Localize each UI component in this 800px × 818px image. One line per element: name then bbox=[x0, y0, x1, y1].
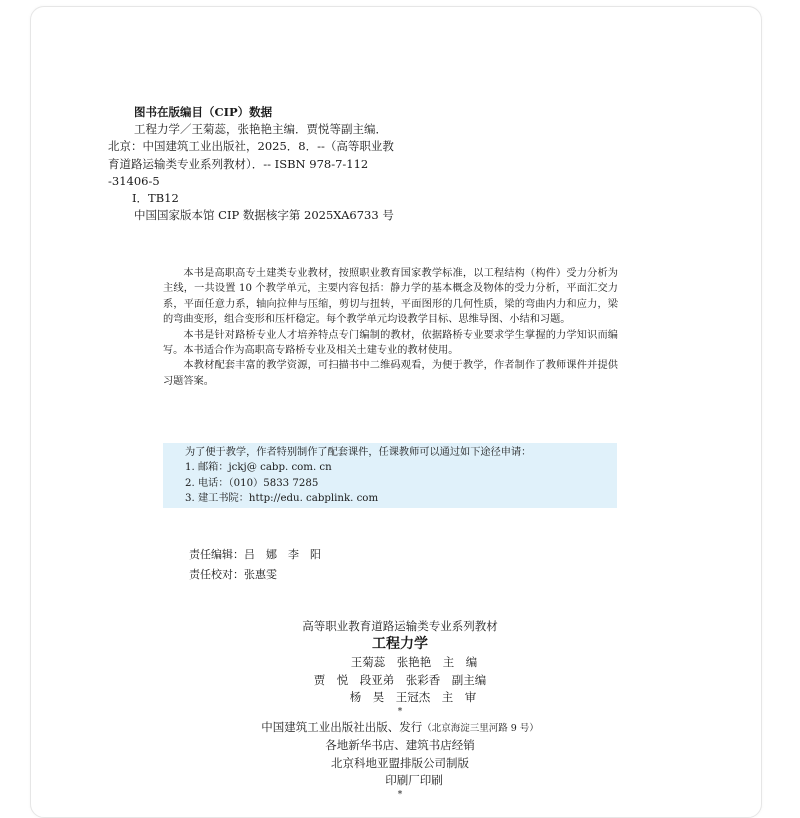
responsible-proofreader: 责任校对：张惠雯 bbox=[189, 568, 277, 581]
deputy-editors: 贾 悦 段亚弟 张彩香 副主编 bbox=[313, 672, 487, 687]
publisher-address: （北京海淀三里河路 9 号） bbox=[422, 723, 539, 735]
cip-line: 北京：中国建筑工业出版社，2025．8．--（高等职业教 bbox=[108, 139, 394, 154]
separator-star: * bbox=[397, 707, 403, 718]
cip-title: 图书在版编目（CIP）数据 bbox=[134, 105, 273, 119]
description-paragraph: 本书是针对路桥专业人才培养特点专门编制的教材，依据路桥专业要求学生掌握的力学知识而编写。本书适合作为高职高专路桥专业及相关土建专业的教材使用。 bbox=[163, 329, 618, 357]
cip-line: 工程力学／王菊蕊，张艳艳主编．贾悦等副主编． bbox=[134, 122, 387, 137]
printing: 印刷厂印刷 bbox=[385, 773, 443, 788]
imprint-block bbox=[160, 618, 640, 802]
publisher: 中国建筑工业出版社出版、发行 bbox=[261, 720, 423, 735]
book-title: 工程力学 bbox=[372, 636, 428, 653]
cip-line: -31406-5 bbox=[108, 173, 160, 188]
typesetting: 北京科地亚盟排版公司制版 bbox=[331, 755, 469, 770]
courseware-notice-box bbox=[163, 443, 617, 508]
cip-line: Ⅰ．TB12 bbox=[132, 191, 179, 206]
cip-line: 育道路运输类专业系列教材）．-- ISBN 978-7-112 bbox=[108, 156, 369, 171]
chief-editors: 王菊蕊 张艳艳 主 编 bbox=[350, 655, 478, 670]
staff-credits bbox=[189, 545, 321, 585]
notice-intro: 为了便于教学，作者特别制作了配套课件，任课教师可以通过如下途径申请： bbox=[185, 447, 532, 458]
reviewers: 杨 昊 王冠杰 主 审 bbox=[349, 689, 477, 704]
publisher-line bbox=[160, 719, 640, 737]
separator-star: * bbox=[397, 790, 403, 801]
notice-website: 3. 建工书院：http://edu. cabplink. com bbox=[185, 493, 379, 505]
responsible-editor: 责任编辑：吕 娜 李 阳 bbox=[189, 548, 321, 561]
cip-data-block bbox=[108, 104, 438, 224]
description-paragraph: 本书是高职高专土建类专业教材，按照职业教育国家教学标准，以工程结构（构件）受力分析为主线，一共设置 10 个教学单元，主要内容包括：静力学的基本概念及物体的受力分析，平面汇交力系，平面任意力系，轴向拉伸与压缩，剪切与扭转，平面图形的几何性质，梁的弯曲内力和应力，梁的弯曲变形，组合变形和压杆稳定。每个教学单元均设教学目标、思维导图、小结和习题。 bbox=[163, 268, 618, 326]
description-paragraph: 本教材配套丰富的教学资源，可扫描书中二维码观看，为便于教学，作者制作了教师课件并提供习题答案。 bbox=[163, 360, 618, 387]
notice-phone: 2. 电话：（010）5833 7285 bbox=[185, 477, 319, 489]
notice-email: 1. 邮箱：jckj@ cabp. com. cn bbox=[185, 462, 332, 474]
distributors: 各地新华书店、建筑书店经销 bbox=[325, 738, 475, 753]
cip-record-number: 中国国家版本馆 CIP 数据核字第 2025XA6733 号 bbox=[134, 208, 394, 223]
book-description bbox=[163, 266, 618, 389]
series-name: 高等职业教育道路运输类专业系列教材 bbox=[302, 619, 498, 633]
